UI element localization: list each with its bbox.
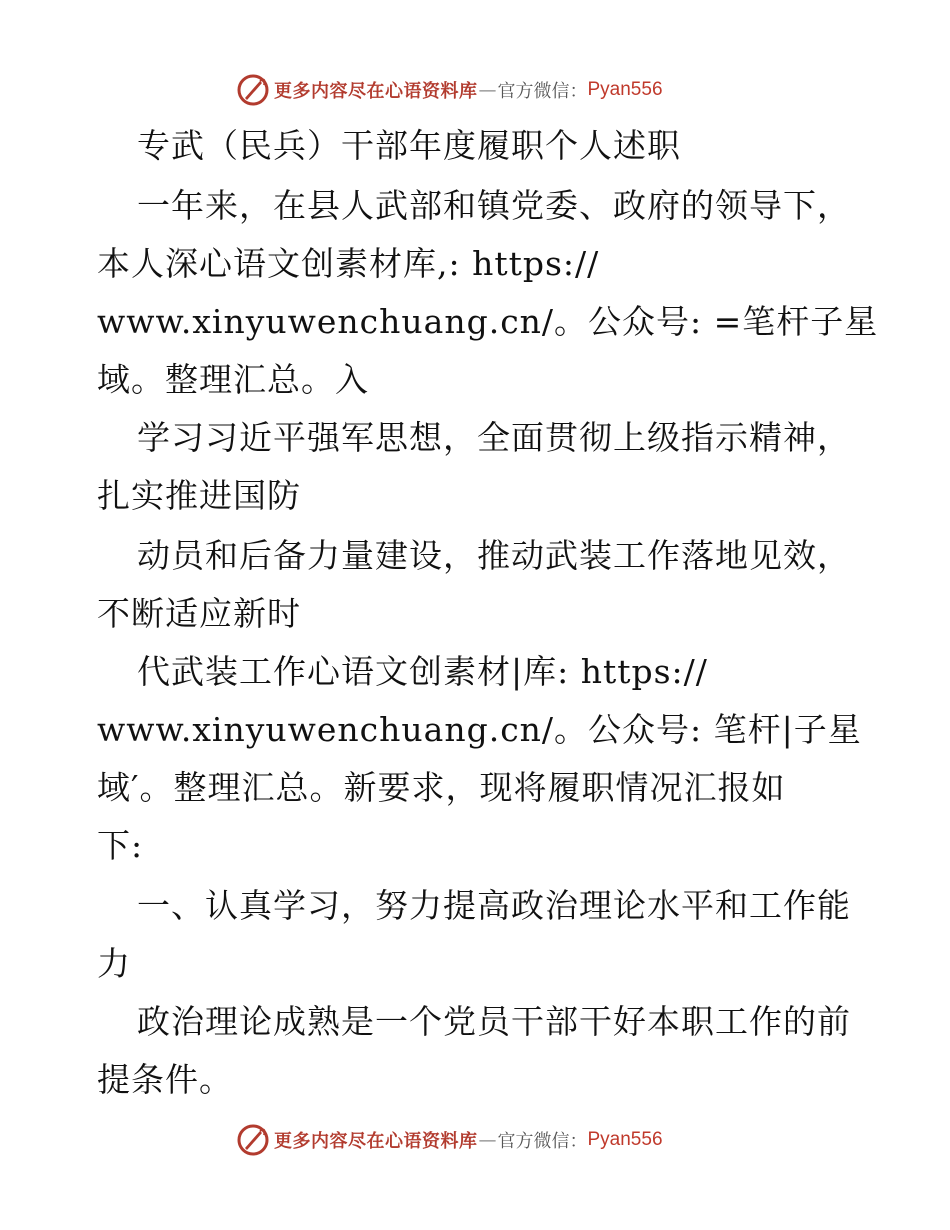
body-line: 政治理论成熟是一个党员干部干好本职工作的前 bbox=[137, 1002, 851, 1041]
body-line: 下: bbox=[97, 826, 144, 865]
body-line: 一年来，在县人武部和镇党委、政府的领导下， bbox=[137, 186, 851, 225]
section-heading-cont: 力 bbox=[97, 944, 131, 983]
banner-wechat-label: 官方微信： bbox=[497, 81, 588, 102]
banner-dash: — bbox=[478, 79, 497, 101]
body-line: 动员和后备力量建设，推动武装工作落地见效， bbox=[137, 536, 851, 575]
banner-wechat-id: Pyan556 bbox=[587, 1129, 663, 1150]
banner-slogan: 更多内容尽在心语资料库 bbox=[274, 1131, 478, 1152]
quill-logo-icon bbox=[236, 1123, 270, 1157]
section-heading: 一、认真学习，努力提高政治理论水平和工作能 bbox=[137, 886, 851, 925]
header-banner bbox=[236, 73, 663, 107]
body-line: 提条件。 bbox=[97, 1060, 233, 1099]
banner-slogan: 更多内容尽在心语资料库 bbox=[274, 81, 478, 102]
body-line: www.xinyuwenchuang.cn/。公众号: 笔杆|子星 bbox=[97, 710, 862, 749]
body-line: 学习习近平强军思想，全面贯彻上级指示精神， bbox=[137, 418, 851, 457]
body-line: 本人深心语文创素材库,: https:// bbox=[97, 244, 600, 283]
doc-title: 专武（民兵）干部年度履职个人述职 bbox=[137, 126, 681, 165]
banner-wechat-label: 官方微信： bbox=[497, 1131, 588, 1152]
body-line: 代武装工作心语文创素材|库: https:// bbox=[137, 652, 708, 691]
body-line: 不断适应新时 bbox=[97, 594, 301, 633]
body-line: 域′。整理汇总。新要求，现将履职情况汇报如 bbox=[97, 768, 786, 807]
banner-dash: — bbox=[478, 1129, 497, 1151]
body-line: www.xinyuwenchuang.cn/。公众号: =笔杆子星 bbox=[97, 302, 879, 341]
footer-banner bbox=[236, 1123, 663, 1157]
body-line: 扎实推进国防 bbox=[97, 476, 301, 515]
body-line: 域。整理汇总。入 bbox=[97, 360, 369, 399]
quill-logo-icon bbox=[236, 73, 270, 107]
banner-wechat-id: Pyan556 bbox=[587, 79, 663, 100]
